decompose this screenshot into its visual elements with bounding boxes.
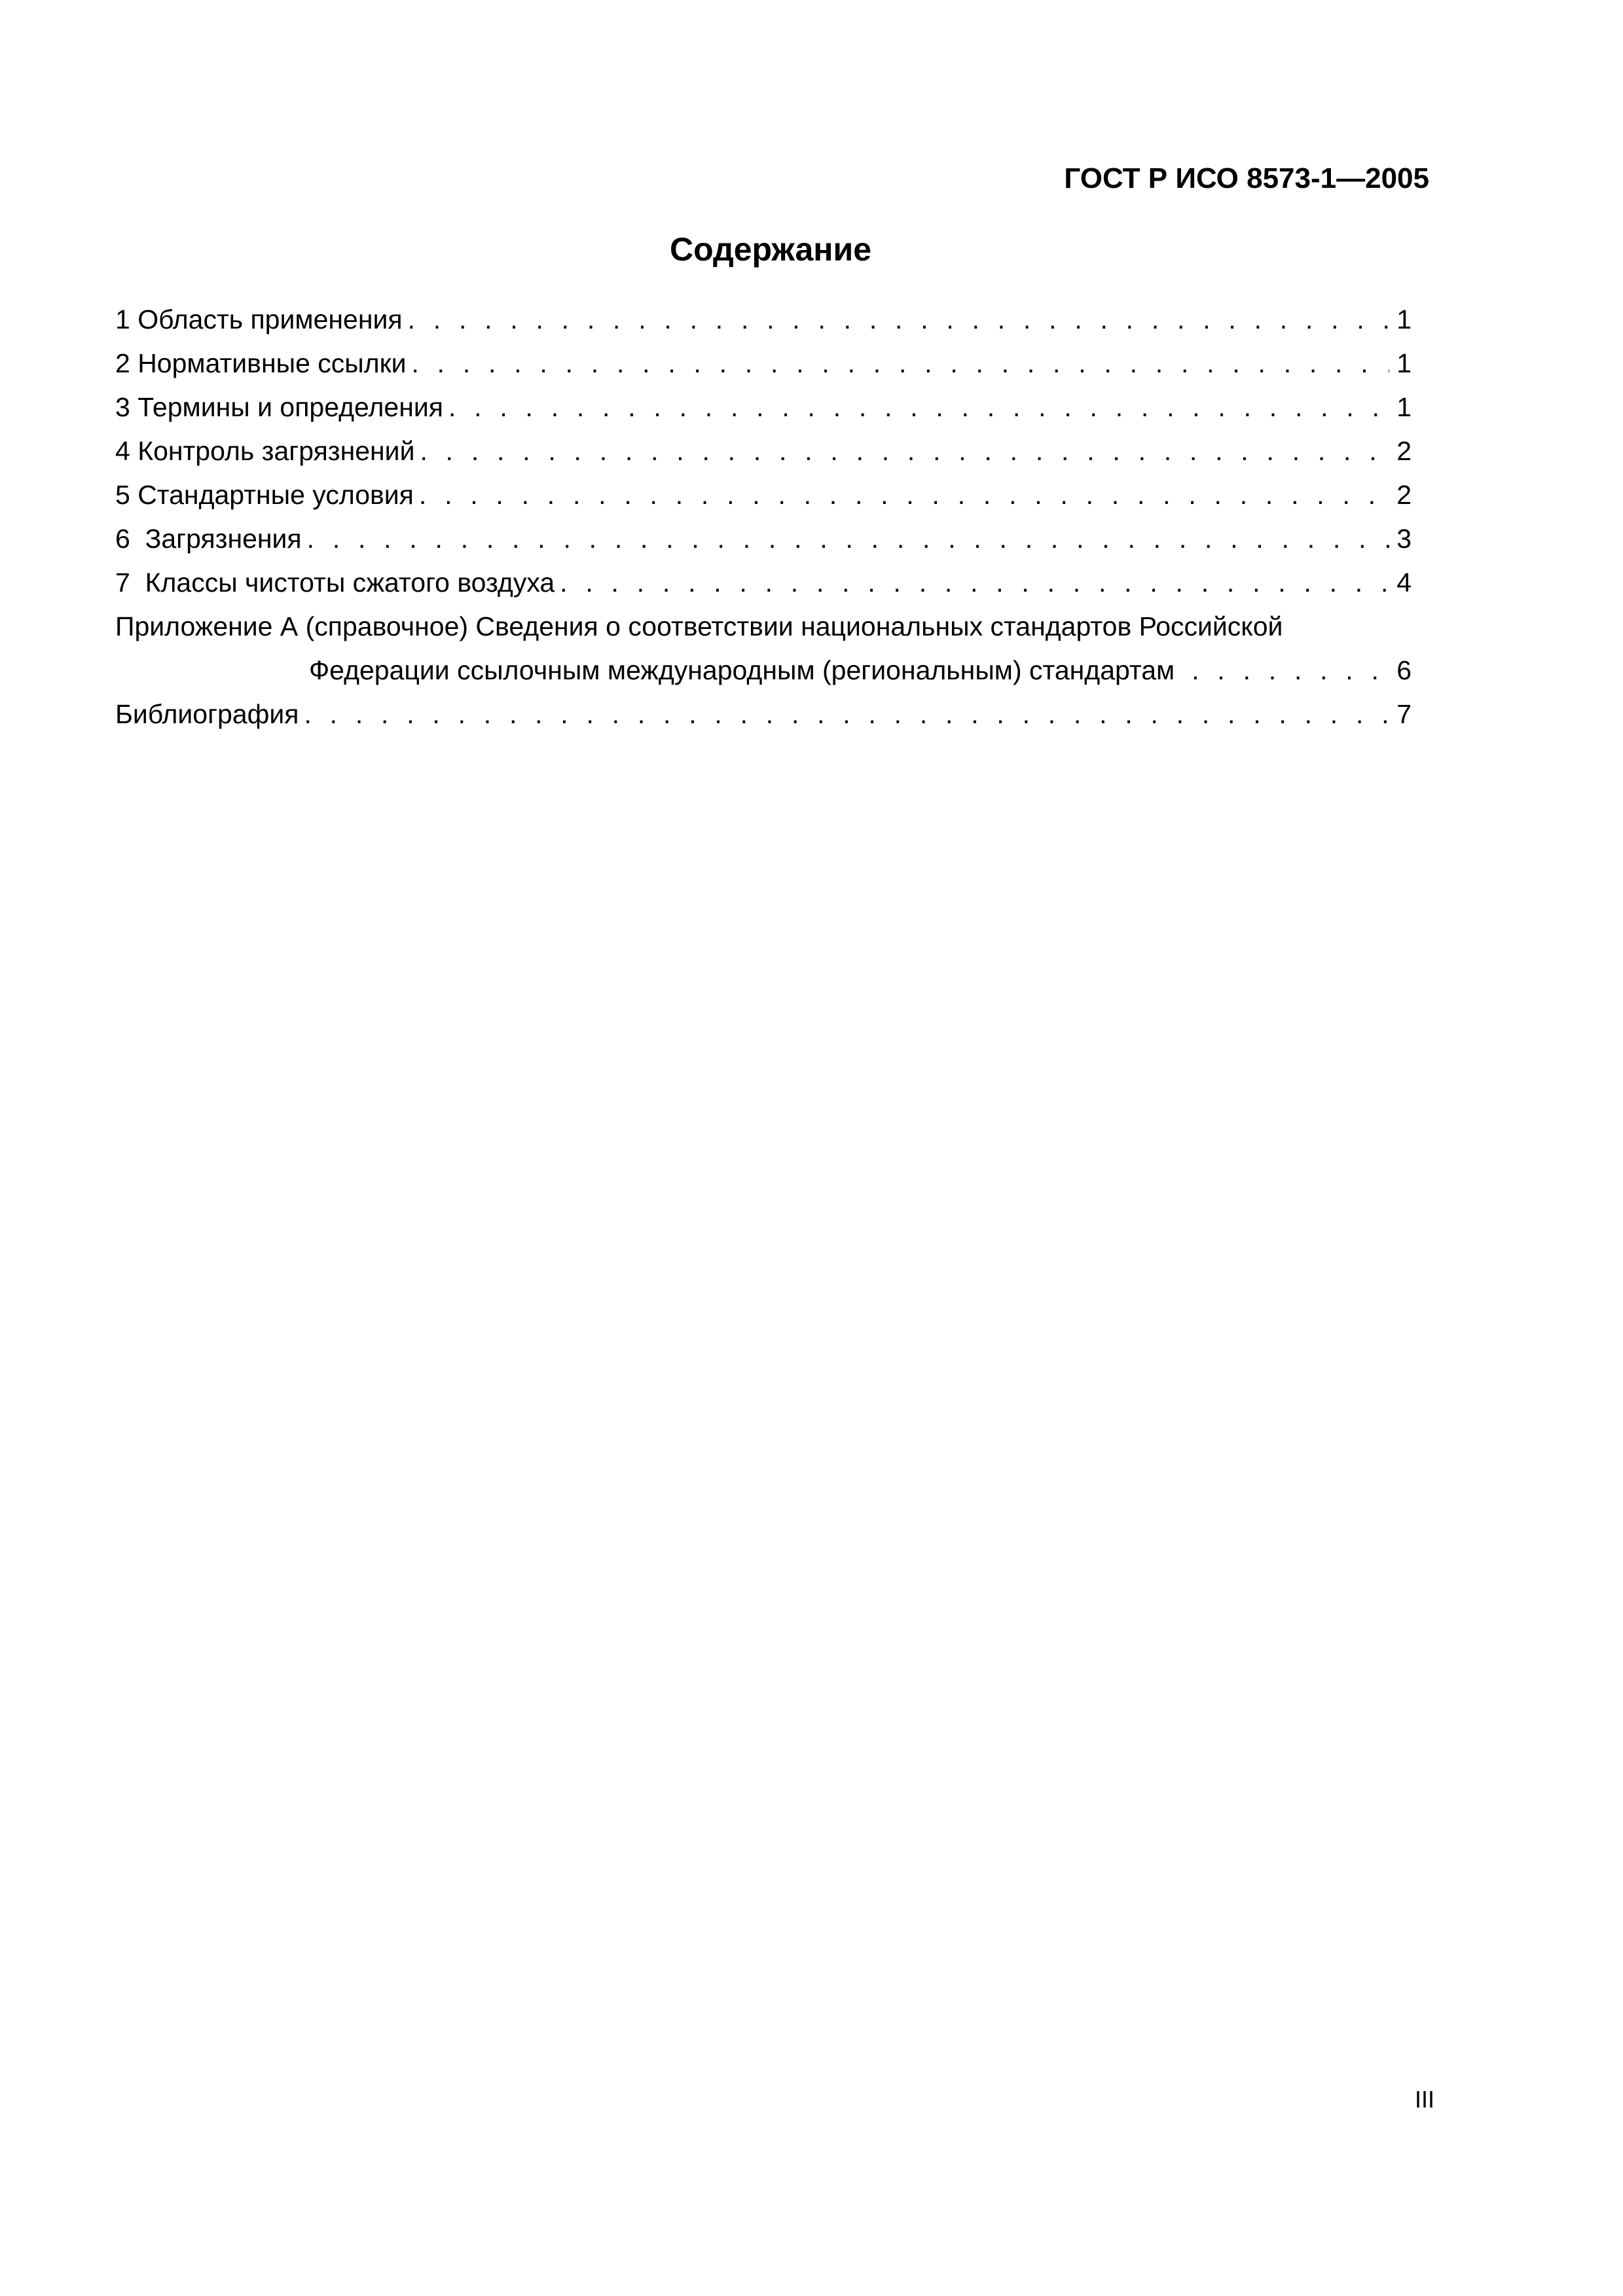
toc-entry-page: 6 <box>1396 655 1412 685</box>
toc-entry-appendix-a-line1[interactable] <box>115 605 1412 649</box>
toc-entry-contaminants[interactable] <box>115 517 1412 561</box>
table-of-contents <box>115 298 1412 736</box>
toc-entry-label: 4 Контроль загрязнений <box>115 436 415 466</box>
toc-entry-terms[interactable] <box>115 386 1412 429</box>
toc-entry-page: 2 <box>1396 480 1412 510</box>
toc-leader-dots <box>307 517 1389 561</box>
toc-leader-dots <box>1192 649 1389 692</box>
toc-leader-dots <box>412 342 1390 386</box>
toc-entry-label: 6 Загрязнения <box>115 524 302 554</box>
toc-entry-page: 1 <box>1396 348 1412 378</box>
toc-entry-page: 1 <box>1396 304 1412 334</box>
toc-entry-purity-classes[interactable] <box>115 561 1412 605</box>
toc-entry-label: 1 Область применения <box>115 304 403 334</box>
toc-leader-dots <box>420 429 1389 473</box>
toc-entry-label: Федерации ссылочным международным (региональным) стандартам <box>309 655 1175 685</box>
toc-leader-dots <box>408 298 1389 342</box>
toc-entry-label: Библиография <box>115 699 299 729</box>
toc-leader-dots <box>560 561 1389 605</box>
toc-entry-label: 5 Стандартные условия <box>115 480 414 510</box>
toc-entry-label: 2 Нормативные ссылки <box>115 348 407 378</box>
toc-entry-label: Приложение А (справочное) Сведения о соответствии национальных стандартов Российской <box>115 611 1283 641</box>
toc-entry-appendix-a-line2[interactable] <box>115 649 1412 692</box>
toc-entry-scope[interactable] <box>115 298 1412 342</box>
toc-entry-page: 7 <box>1396 699 1412 729</box>
toc-entry-label: 3 Термины и определения <box>115 392 443 422</box>
toc-entry-page: 3 <box>1396 524 1412 554</box>
toc-entry-standard-conditions[interactable] <box>115 473 1412 517</box>
toc-leader-dots <box>419 473 1389 517</box>
toc-entry-page: 1 <box>1396 392 1412 422</box>
toc-entry-bibliography[interactable] <box>115 692 1412 736</box>
document-code: ГОСТ Р ИСО 8573-1—2005 <box>1064 162 1429 194</box>
toc-leader-dots <box>448 386 1389 429</box>
toc-title: Содержание <box>669 231 872 268</box>
toc-entry-label: 7 Классы чистоты сжатого воздуха <box>115 567 555 598</box>
toc-entry-page: 4 <box>1396 567 1412 598</box>
toc-entry-contamination-control[interactable] <box>115 429 1412 473</box>
toc-entry-page: 2 <box>1396 436 1412 466</box>
toc-entry-normative-references[interactable] <box>115 342 1412 386</box>
toc-leader-dots <box>304 692 1389 736</box>
page-number: III <box>1414 2086 1434 2113</box>
